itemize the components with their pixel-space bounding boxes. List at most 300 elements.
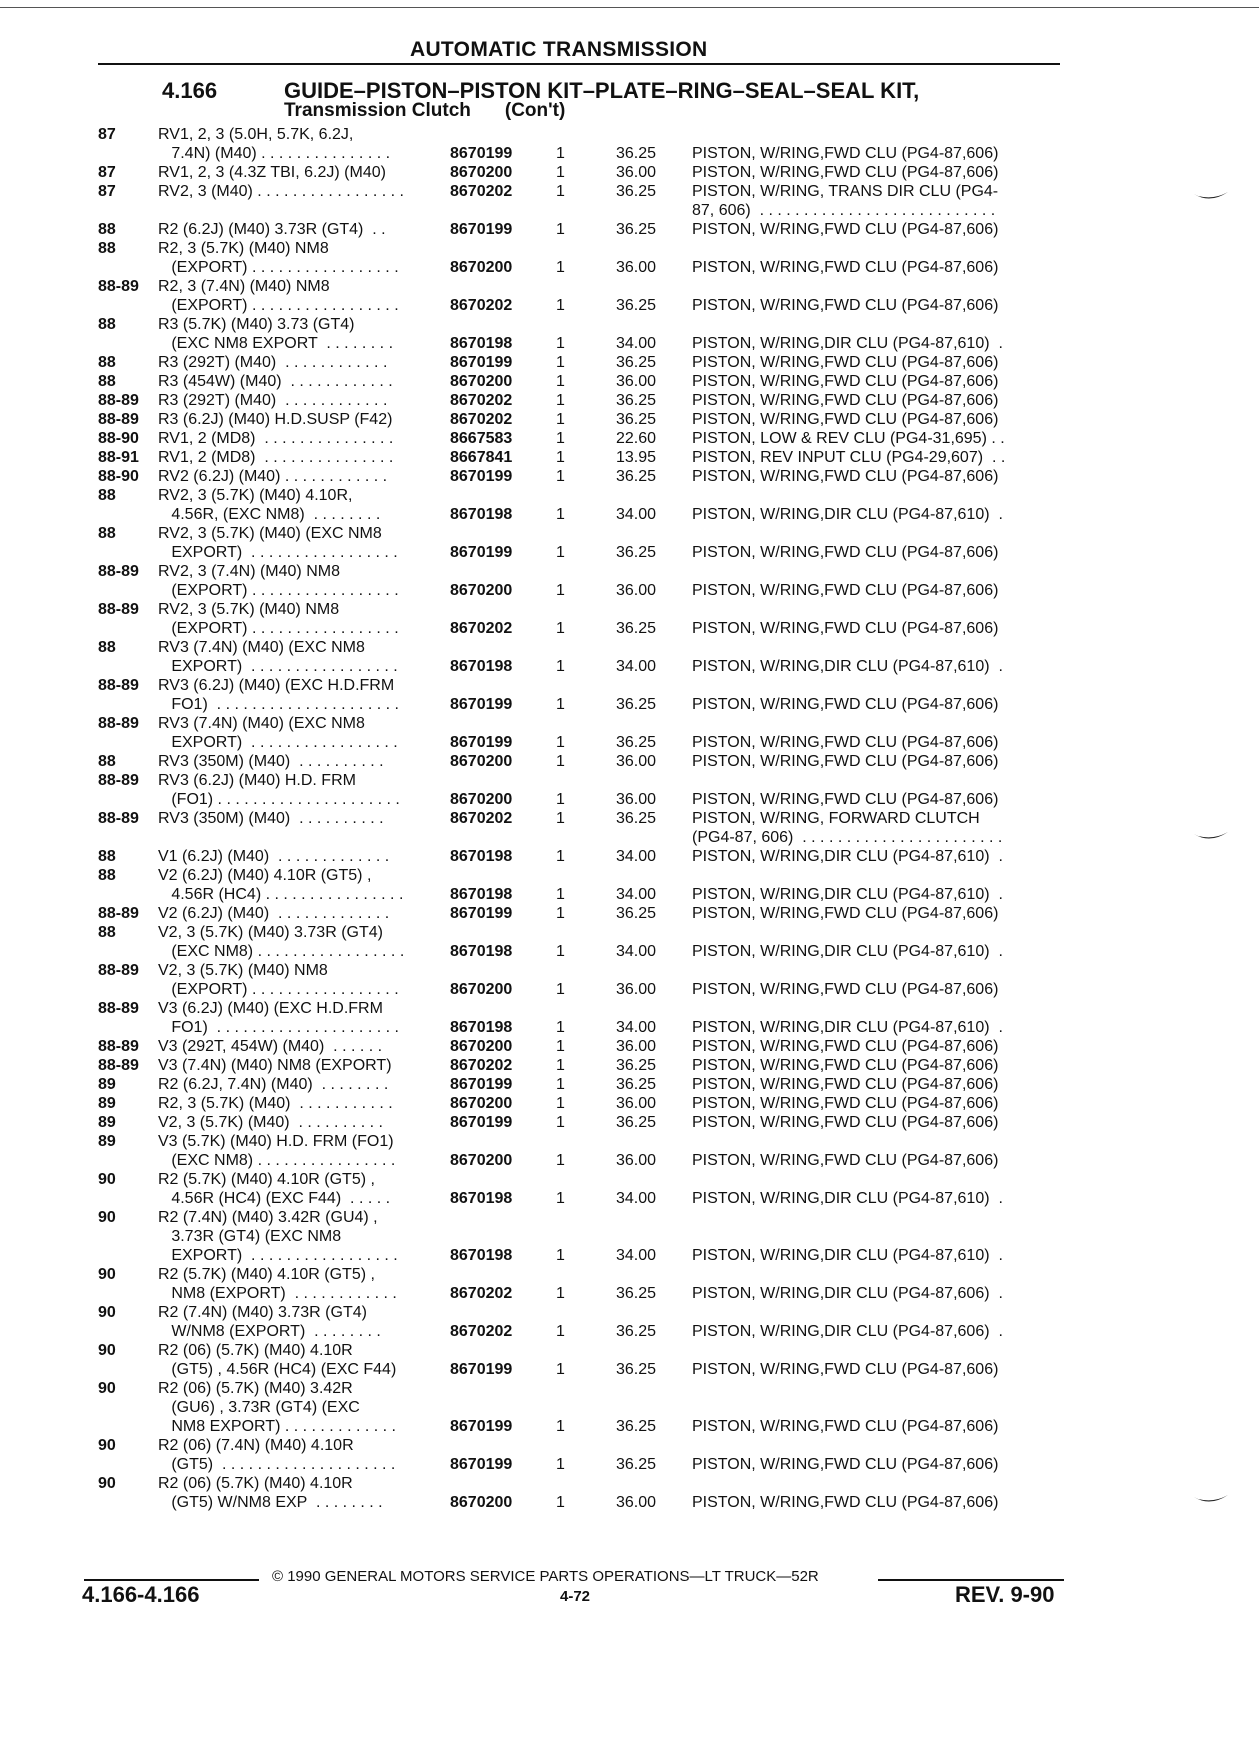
row-price: 34.00 xyxy=(616,506,657,523)
row-application xyxy=(158,1474,430,1512)
row-description xyxy=(692,296,1062,315)
application-line: (GT5) W/NM8 EXP . . . . . . . . xyxy=(158,1494,383,1511)
row-year: 89 xyxy=(98,1133,116,1150)
application-line: V2, 3 (5.7K) (M40) . . . . . . . . . . xyxy=(158,1114,383,1131)
row-application xyxy=(158,923,430,961)
row-year: 88-89 xyxy=(98,677,139,694)
row-part-number: 8670202 xyxy=(450,297,513,314)
row-price: 36.00 xyxy=(616,791,657,808)
description-line: PISTON, W/RING,FWD CLU (PG4-87,606) xyxy=(692,905,999,922)
row-application xyxy=(158,467,430,486)
row-application xyxy=(158,163,430,182)
row-description xyxy=(692,182,1062,220)
row-part-number: 8670200 xyxy=(450,981,513,998)
application-line: V3 (5.7K) (M40) H.D. FRM (FO1) xyxy=(158,1133,394,1150)
row-part-number: 8670202 xyxy=(450,392,513,409)
row-part-number: 8670199 xyxy=(450,468,513,485)
row-application xyxy=(158,125,430,163)
description-line: PISTON, W/RING,FWD CLU (PG4-87,606) xyxy=(692,164,999,181)
row-quantity: 1 xyxy=(556,1152,565,1169)
application-line: 4.56R, (EXC NM8) . . . . . . . . xyxy=(158,506,381,523)
table-row xyxy=(0,486,1259,524)
row-price: 36.25 xyxy=(616,1114,657,1131)
row-price: 36.00 xyxy=(616,373,657,390)
application-line: RV3 (7.4N) (M40) (EXC NM8 xyxy=(158,715,365,732)
application-line: (EXPORT) . . . . . . . . . . . . . . . . . xyxy=(158,981,399,998)
table-row xyxy=(0,1037,1259,1056)
binder-mark-icon xyxy=(1192,1493,1232,1507)
description-line: (PG4-87, 606) . . . . . . . . . . . . . . . . . . . . . . . xyxy=(692,829,1003,846)
row-part-number: 8670199 xyxy=(450,354,513,371)
page-header-title: AUTOMATIC TRANSMISSION xyxy=(410,38,708,61)
section-subtitle-text: Transmission Clutch xyxy=(284,100,471,121)
description-line: PISTON, W/RING,FWD CLU (PG4-87,606) xyxy=(692,1076,999,1093)
row-price: 36.25 xyxy=(616,411,657,428)
description-line: PISTON, W/RING,DIR CLU (PG4-87,610) . xyxy=(692,1019,1003,1036)
row-year: 88-90 xyxy=(98,430,139,447)
row-description xyxy=(692,695,1062,714)
table-row xyxy=(0,1056,1259,1075)
row-part-number: 8670200 xyxy=(450,164,513,181)
description-line: PISTON, W/RING,FWD CLU (PG4-87,606) xyxy=(692,468,999,485)
row-application xyxy=(158,429,430,448)
row-part-number: 8670202 xyxy=(450,620,513,637)
application-line: (GU6) , 3.73R (GT4) (EXC xyxy=(158,1399,360,1416)
row-part-number: 8667583 xyxy=(450,430,513,447)
application-line: R2 (7.4N) (M40) 3.73R (GT4) xyxy=(158,1304,367,1321)
row-year: 88-89 xyxy=(98,278,139,295)
application-line: R2, 3 (5.7K) (M40) NM8 xyxy=(158,240,329,257)
binder-mark-icon xyxy=(1192,830,1232,844)
application-line: R2 (7.4N) (M40) 3.42R (GU4) , xyxy=(158,1209,378,1226)
row-price: 36.00 xyxy=(616,259,657,276)
description-line: PISTON, REV INPUT CLU (PG4-29,607) . . xyxy=(692,449,1006,466)
row-application xyxy=(158,239,430,277)
row-description xyxy=(692,942,1062,961)
row-quantity: 1 xyxy=(556,449,565,466)
footer-revision: REV. 9-90 xyxy=(955,1582,1055,1607)
row-price: 36.00 xyxy=(616,1494,657,1511)
row-description xyxy=(692,1056,1062,1075)
row-application xyxy=(158,714,430,752)
row-price: 34.00 xyxy=(616,658,657,675)
row-description xyxy=(692,1094,1062,1113)
row-year: 90 xyxy=(98,1266,116,1283)
application-line: R2 (5.7K) (M40) 4.10R (GT5) , xyxy=(158,1266,375,1283)
row-quantity: 1 xyxy=(556,1494,565,1511)
table-row xyxy=(0,600,1259,638)
description-line: PISTON, W/RING,FWD CLU (PG4-87,606) xyxy=(692,1418,999,1435)
description-line: PISTON, W/RING,FWD CLU (PG4-87,606) xyxy=(692,354,999,371)
row-application xyxy=(158,1094,430,1113)
row-application xyxy=(158,220,430,239)
table-row xyxy=(0,999,1259,1037)
row-year: 88 xyxy=(98,221,116,238)
application-line: R2, 3 (5.7K) (M40) . . . . . . . . . . . xyxy=(158,1095,393,1112)
row-description xyxy=(692,885,1062,904)
application-line: 7.4N) (M40) . . . . . . . . . . . . . . . xyxy=(158,145,391,162)
table-row xyxy=(0,182,1259,220)
row-price: 22.60 xyxy=(616,430,657,447)
description-line: PISTON, W/RING,FWD CLU (PG4-87,606) xyxy=(692,1152,999,1169)
row-description xyxy=(692,467,1062,486)
footer-copyright: © 1990 GENERAL MOTORS SERVICE PARTS OPERATIONS—LT TRUCK—52R xyxy=(272,1568,819,1585)
table-row xyxy=(0,1341,1259,1379)
application-line: (EXC NM8 EXPORT . . . . . . . . xyxy=(158,335,394,352)
table-row xyxy=(0,1436,1259,1474)
row-price: 36.25 xyxy=(616,145,657,162)
row-quantity: 1 xyxy=(556,696,565,713)
row-year: 88-89 xyxy=(98,392,139,409)
table-row xyxy=(0,714,1259,752)
row-part-number: 8670199 xyxy=(450,544,513,561)
row-price: 36.25 xyxy=(616,1418,657,1435)
parts-list xyxy=(0,125,1259,1512)
table-row xyxy=(0,1113,1259,1132)
table-row xyxy=(0,847,1259,866)
application-line: R2 (06) (7.4N) (M40) 4.10R xyxy=(158,1437,354,1454)
row-year: 88 xyxy=(98,240,116,257)
description-line: PISTON, W/RING,FWD CLU (PG4-87,606) xyxy=(692,544,999,561)
description-line: PISTON, W/RING,FWD CLU (PG4-87,606) xyxy=(692,411,999,428)
application-line: R2 (06) (5.7K) (M40) 4.10R xyxy=(158,1475,353,1492)
application-line: FO1) . . . . . . . . . . . . . . . . . . . . . xyxy=(158,1019,399,1036)
description-line: PISTON, W/RING,DIR CLU (PG4-87,610) . xyxy=(692,658,1003,675)
row-quantity: 1 xyxy=(556,1076,565,1093)
row-application xyxy=(158,486,430,524)
application-line: (EXPORT) . . . . . . . . . . . . . . . . . xyxy=(158,620,399,637)
description-line: PISTON, W/RING,FWD CLU (PG4-87,606) xyxy=(692,753,999,770)
application-line: W/NM8 (EXPORT) . . . . . . . . xyxy=(158,1323,381,1340)
section-title: GUIDE–PISTON–PISTON KIT–PLATE–RING–SEAL–SEAL KIT, xyxy=(284,78,920,103)
row-price: 36.25 xyxy=(616,544,657,561)
row-application xyxy=(158,372,430,391)
row-price: 36.25 xyxy=(616,696,657,713)
row-description xyxy=(692,1151,1062,1170)
row-description xyxy=(692,904,1062,923)
row-application xyxy=(158,562,430,600)
row-application xyxy=(158,1341,430,1379)
description-line: PISTON, W/RING,FWD CLU (PG4-87,606) xyxy=(692,145,999,162)
description-line: PISTON, W/RING,FWD CLU (PG4-87,606) xyxy=(692,582,999,599)
row-part-number: 8667841 xyxy=(450,449,513,466)
description-line: PISTON, W/RING,FWD CLU (PG4-87,606) xyxy=(692,734,999,751)
row-part-number: 8670198 xyxy=(450,506,513,523)
row-year: 88 xyxy=(98,487,116,504)
row-description xyxy=(692,980,1062,999)
row-quantity: 1 xyxy=(556,1095,565,1112)
row-price: 36.25 xyxy=(616,1456,657,1473)
application-line: RV2, 3 (5.7K) (M40) 4.10R, xyxy=(158,487,353,504)
row-part-number: 8670199 xyxy=(450,1076,513,1093)
row-year: 90 xyxy=(98,1171,116,1188)
row-application xyxy=(158,1113,430,1132)
row-part-number: 8670199 xyxy=(450,696,513,713)
row-quantity: 1 xyxy=(556,335,565,352)
row-year: 89 xyxy=(98,1114,116,1131)
header-rule xyxy=(98,63,1060,65)
row-quantity: 1 xyxy=(556,411,565,428)
row-application xyxy=(158,1303,430,1341)
row-quantity: 1 xyxy=(556,886,565,903)
row-application xyxy=(158,353,430,372)
application-line: FO1) . . . . . . . . . . . . . . . . . . . . . xyxy=(158,696,399,713)
row-quantity: 1 xyxy=(556,1019,565,1036)
row-price: 36.00 xyxy=(616,1152,657,1169)
row-application xyxy=(158,904,430,923)
row-description xyxy=(692,410,1062,429)
table-row xyxy=(0,163,1259,182)
row-description xyxy=(692,1322,1062,1341)
application-line: RV3 (7.4N) (M40) (EXC NM8 xyxy=(158,639,365,656)
row-part-number: 8670200 xyxy=(450,753,513,770)
row-quantity: 1 xyxy=(556,373,565,390)
row-price: 34.00 xyxy=(616,848,657,865)
description-line: PISTON, W/RING, TRANS DIR CLU (PG4- xyxy=(692,183,999,200)
row-application xyxy=(158,182,430,201)
footer-page-number: 4-72 xyxy=(560,1588,591,1605)
row-application xyxy=(158,809,430,828)
row-description xyxy=(692,429,1062,448)
table-row xyxy=(0,467,1259,486)
row-description xyxy=(692,1075,1062,1094)
row-application xyxy=(158,1132,430,1170)
application-line: (GT5) , 4.56R (HC4) (EXC F44) xyxy=(158,1361,397,1378)
application-line: R2 (6.2J) (M40) 3.73R (GT4) . . xyxy=(158,221,386,238)
row-part-number: 8670198 xyxy=(450,335,513,352)
description-line: PISTON, W/RING,FWD CLU (PG4-87,606) xyxy=(692,1038,999,1055)
row-application xyxy=(158,771,430,809)
application-line: RV2, 3 (M40) . . . . . . . . . . . . . . . . . xyxy=(158,183,404,200)
description-line: PISTON, W/RING,FWD CLU (PG4-87,606) xyxy=(692,791,999,808)
table-row xyxy=(0,239,1259,277)
row-part-number: 8670199 xyxy=(450,1456,513,1473)
table-row xyxy=(0,866,1259,904)
table-row xyxy=(0,809,1259,847)
row-year: 88-89 xyxy=(98,411,139,428)
row-description xyxy=(692,1493,1062,1512)
table-row xyxy=(0,1474,1259,1512)
application-line: R3 (292T) (M40) . . . . . . . . . . . . xyxy=(158,354,388,371)
description-line: PISTON, W/RING,FWD CLU (PG4-87,606) xyxy=(692,1095,999,1112)
table-row xyxy=(0,1303,1259,1341)
row-year: 88 xyxy=(98,924,116,941)
row-quantity: 1 xyxy=(556,753,565,770)
row-year: 88-89 xyxy=(98,772,139,789)
row-application xyxy=(158,600,430,638)
row-price: 36.25 xyxy=(616,1361,657,1378)
row-quantity: 1 xyxy=(556,259,565,276)
application-line: (EXC NM8) . . . . . . . . . . . . . . . . xyxy=(158,1152,396,1169)
application-line: R3 (6.2J) (M40) H.D.SUSP (F42) xyxy=(158,411,393,428)
section-subtitle xyxy=(284,100,565,122)
row-description xyxy=(692,581,1062,600)
row-part-number: 8670200 xyxy=(450,582,513,599)
row-price: 34.00 xyxy=(616,1019,657,1036)
row-description xyxy=(692,448,1062,467)
row-year: 88-89 xyxy=(98,601,139,618)
row-price: 36.25 xyxy=(616,1076,657,1093)
application-line: RV1, 2 (MD8) . . . . . . . . . . . . . . . xyxy=(158,430,394,447)
description-line: PISTON, W/RING,DIR CLU (PG4-87,610) . xyxy=(692,848,1003,865)
table-row xyxy=(0,904,1259,923)
row-price: 36.25 xyxy=(616,221,657,238)
application-line: R3 (292T) (M40) . . . . . . . . . . . . xyxy=(158,392,388,409)
row-part-number: 8670202 xyxy=(450,1285,513,1302)
row-part-number: 8670200 xyxy=(450,1038,513,1055)
table-row xyxy=(0,1075,1259,1094)
application-line: V3 (7.4N) (M40) NM8 (EXPORT) xyxy=(158,1057,392,1074)
table-row xyxy=(0,524,1259,562)
row-application xyxy=(158,1265,430,1303)
row-description xyxy=(692,809,1062,847)
row-price: 36.00 xyxy=(616,981,657,998)
description-line: PISTON, W/RING,FWD CLU (PG4-87,606) xyxy=(692,221,999,238)
row-price: 36.25 xyxy=(616,183,657,200)
application-line: R2 (06) (5.7K) (M40) 3.42R xyxy=(158,1380,353,1397)
row-year: 90 xyxy=(98,1304,116,1321)
row-description xyxy=(692,1284,1062,1303)
application-line: (EXC NM8) . . . . . . . . . . . . . . . . . xyxy=(158,943,405,960)
row-year: 90 xyxy=(98,1475,116,1492)
application-line: (FO1) . . . . . . . . . . . . . . . . . . . . . xyxy=(158,791,400,808)
description-line: PISTON, LOW & REV CLU (PG4-31,695) . . xyxy=(692,430,1005,447)
row-part-number: 8670200 xyxy=(450,1152,513,1169)
row-application xyxy=(158,847,430,866)
row-description xyxy=(692,334,1062,353)
table-row xyxy=(0,1094,1259,1113)
table-row xyxy=(0,1170,1259,1208)
row-quantity: 1 xyxy=(556,468,565,485)
description-line: PISTON, W/RING,FWD CLU (PG4-87,606) xyxy=(692,392,999,409)
application-line: NM8 EXPORT) . . . . . . . . . . . . . xyxy=(158,1418,396,1435)
row-year: 88-91 xyxy=(98,449,139,466)
application-line: V2 (6.2J) (M40) 4.10R (GT5) , xyxy=(158,867,372,884)
table-row xyxy=(0,1265,1259,1303)
row-application xyxy=(158,638,430,676)
row-year: 87 xyxy=(98,164,116,181)
row-year: 88-89 xyxy=(98,563,139,580)
row-application xyxy=(158,391,430,410)
row-quantity: 1 xyxy=(556,297,565,314)
row-year: 90 xyxy=(98,1437,116,1454)
row-description xyxy=(692,619,1062,638)
description-line: PISTON, W/RING,FWD CLU (PG4-87,606) xyxy=(692,259,999,276)
row-description xyxy=(692,258,1062,277)
application-line: EXPORT) . . . . . . . . . . . . . . . . . xyxy=(158,734,398,751)
row-year: 88 xyxy=(98,867,116,884)
section-number: 4.166 xyxy=(162,78,218,103)
row-year: 88 xyxy=(98,639,116,656)
application-line: RV2 (6.2J) (M40) . . . . . . . . . . . . xyxy=(158,468,388,485)
description-line: PISTON, W/RING,FWD CLU (PG4-87,606) xyxy=(692,981,999,998)
row-quantity: 1 xyxy=(556,734,565,751)
row-price: 36.25 xyxy=(616,468,657,485)
table-row xyxy=(0,562,1259,600)
row-description xyxy=(692,391,1062,410)
row-description xyxy=(692,847,1062,866)
row-description xyxy=(692,543,1062,562)
row-quantity: 1 xyxy=(556,1247,565,1264)
row-application xyxy=(158,1075,430,1094)
row-part-number: 8670200 xyxy=(450,259,513,276)
row-description xyxy=(692,752,1062,771)
row-price: 36.00 xyxy=(616,753,657,770)
row-quantity: 1 xyxy=(556,620,565,637)
application-line: V3 (292T, 454W) (M40) . . . . . . xyxy=(158,1038,383,1055)
application-line: (EXPORT) . . . . . . . . . . . . . . . . . xyxy=(158,297,399,314)
application-line: RV1, 2, 3 (5.0H, 5.7K, 6.2J, xyxy=(158,126,354,143)
description-line: PISTON, W/RING,DIR CLU (PG4-87,606) . xyxy=(692,1323,1003,1340)
row-description xyxy=(692,372,1062,391)
row-price: 36.00 xyxy=(616,582,657,599)
row-part-number: 8670202 xyxy=(450,1323,513,1340)
row-quantity: 1 xyxy=(556,392,565,409)
row-price: 36.25 xyxy=(616,905,657,922)
description-line: PISTON, W/RING,DIR CLU (PG4-87,610) . xyxy=(692,506,1003,523)
row-year: 89 xyxy=(98,1095,116,1112)
row-description xyxy=(692,220,1062,239)
description-line: PISTON, W/RING,DIR CLU (PG4-87,610) . xyxy=(692,1190,1003,1207)
application-line: RV3 (6.2J) (M40) H.D. FRM xyxy=(158,772,356,789)
scan-edge-line xyxy=(0,7,1259,8)
application-line: 3.73R (GT4) (EXC NM8 xyxy=(158,1228,342,1245)
row-quantity: 1 xyxy=(556,183,565,200)
description-line: PISTON, W/RING,DIR CLU (PG4-87,610) . xyxy=(692,886,1003,903)
row-price: 36.25 xyxy=(616,354,657,371)
application-line: V2 (6.2J) (M40) . . . . . . . . . . . . . xyxy=(158,905,390,922)
row-description xyxy=(692,353,1062,372)
row-part-number: 8670198 xyxy=(450,886,513,903)
table-row xyxy=(0,372,1259,391)
row-year: 88-90 xyxy=(98,468,139,485)
row-year: 89 xyxy=(98,1076,116,1093)
row-quantity: 1 xyxy=(556,905,565,922)
row-part-number: 8670198 xyxy=(450,658,513,675)
row-quantity: 1 xyxy=(556,354,565,371)
row-application xyxy=(158,1436,430,1474)
row-quantity: 1 xyxy=(556,1418,565,1435)
row-quantity: 1 xyxy=(556,943,565,960)
row-year: 88-89 xyxy=(98,1000,139,1017)
row-application xyxy=(158,676,430,714)
row-part-number: 8670199 xyxy=(450,1361,513,1378)
application-line: (GT5) . . . . . . . . . . . . . . . . . . . . xyxy=(158,1456,396,1473)
row-quantity: 1 xyxy=(556,810,565,827)
application-line: R2 (06) (5.7K) (M40) 4.10R xyxy=(158,1342,353,1359)
table-row xyxy=(0,277,1259,315)
description-line: PISTON, W/RING,FWD CLU (PG4-87,606) xyxy=(692,373,999,390)
row-part-number: 8670198 xyxy=(450,1247,513,1264)
row-application xyxy=(158,315,430,353)
row-quantity: 1 xyxy=(556,848,565,865)
row-quantity: 1 xyxy=(556,1361,565,1378)
row-description xyxy=(692,1360,1062,1379)
row-application xyxy=(158,1379,430,1436)
row-year: 88 xyxy=(98,316,116,333)
row-year: 88 xyxy=(98,525,116,542)
row-part-number: 8670202 xyxy=(450,1057,513,1074)
row-year: 88-89 xyxy=(98,1057,139,1074)
description-line: PISTON, W/RING,DIR CLU (PG4-87,610) . xyxy=(692,335,1003,352)
row-description xyxy=(692,1417,1062,1436)
row-part-number: 8670198 xyxy=(450,848,513,865)
description-line: PISTON, W/RING,FWD CLU (PG4-87,606) xyxy=(692,1114,999,1131)
row-application xyxy=(158,961,430,999)
row-price: 34.00 xyxy=(616,1247,657,1264)
table-row xyxy=(0,220,1259,239)
row-part-number: 8670200 xyxy=(450,373,513,390)
